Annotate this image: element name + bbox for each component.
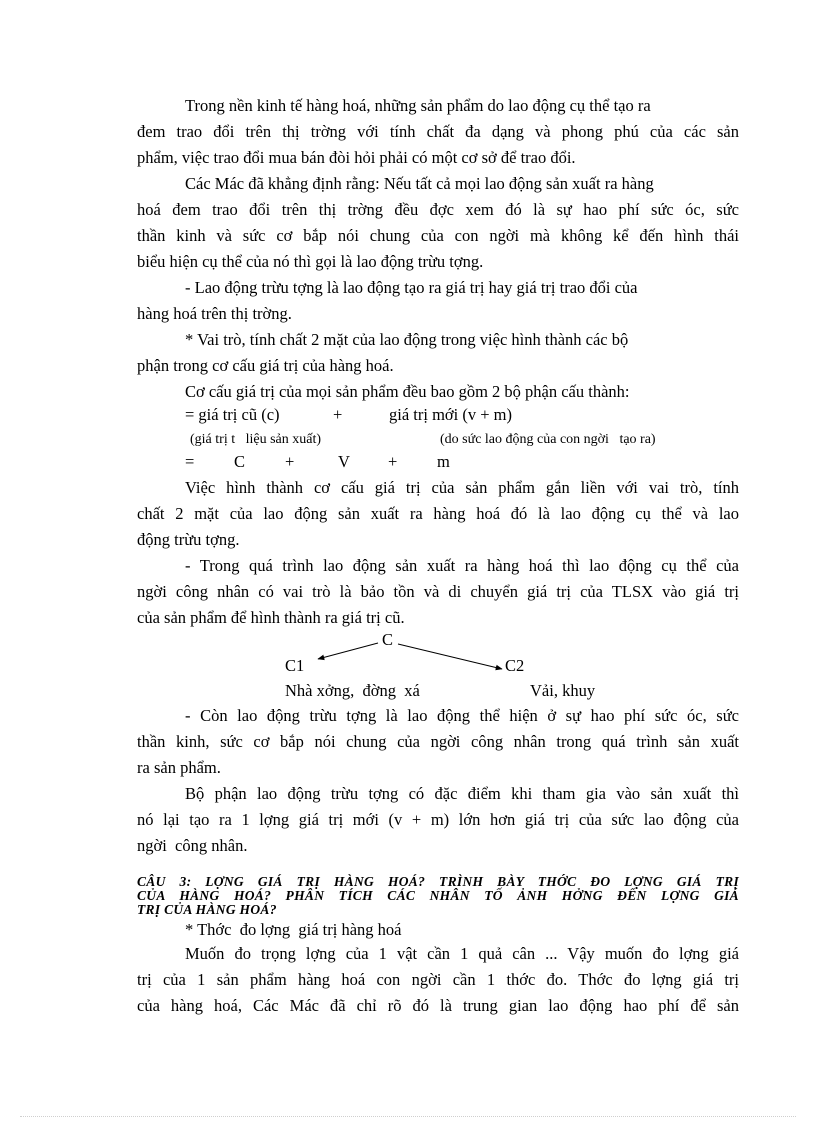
diagram-root-label: C (382, 630, 394, 649)
paragraph-line: ngời công nhân. (137, 836, 248, 855)
formula-term: giá trị mới (v + m) (389, 405, 512, 424)
paragraph-line: Bộ phận lao động trừu tợng có đặc điểm khi tham gia vào sản xuất thì (185, 784, 739, 803)
formula-term: V (338, 452, 350, 471)
paragraph-line: phẩm, việc trao đổi mua bán đòi hỏi phải có một cơ sở để trao đổi. (137, 148, 576, 167)
paragraph-line: của sản phẩm để hình thành ra giá trị cũ. (137, 608, 405, 627)
paragraph-line: phận trong cơ cấu giá trị của hàng hoá. (137, 356, 394, 375)
paragraph-line: - Còn lao động trừu tợng là lao động thể hiện ở sự hao phí sức óc, sức (185, 706, 739, 725)
diagram-left-caption: Nhà xởng, đờng xá (285, 681, 420, 700)
paragraph-line: thần kinh và sức cơ bắp nói chung của con ngời mà không kể đến hình thái (137, 226, 739, 245)
paragraph-line: Trong nền kinh tế hàng hoá, những sản phẩm do lao động cụ thể tạo ra (185, 96, 651, 115)
subheading: * Thớc đo lợng giá trị hàng hoá (185, 920, 402, 939)
arrow-to-c2 (398, 644, 502, 669)
paragraph-line: ngời công nhân có vai trò là bảo tồn và di chuyển giá trị của TLSX vào giá trị (137, 582, 739, 601)
formula-term: C (234, 452, 246, 471)
section-heading: TRỊ CỦA HÀNG HOÁ? (137, 902, 277, 917)
diagram-left-label: C1 (285, 656, 305, 675)
paragraph-line: nó lại tạo ra 1 lợng giá trị mới (v + m) lớn hơn giá trị của sức lao động của (137, 810, 739, 829)
paragraph-line: biểu hiện cụ thể của nó thì gọi là lao động trừu tợng. (137, 252, 484, 271)
paragraph-line: Các Mác đã khẳng định rằng: Nếu tất cả mọi lao động sản xuất ra hàng (185, 174, 654, 193)
paragraph-line: ra sản phẩm. (137, 758, 221, 777)
paragraph-line: trị của 1 sản phẩm hàng hoá con ngời cần 1 thớc đo. Thớc đo lợng giá trị (137, 970, 739, 989)
paragraph-line: chất 2 mặt của lao động sản xuất ra hàng hoá đó là lao động cụ thể và lao (137, 504, 739, 523)
section-heading: CỦA HÀNG HOÁ? PHÂN TÍCH CÁC NHÂN TỐ ẢNH HỞNG ĐẾN LỢNG GIÁ (137, 888, 739, 903)
paragraph-line: Cơ cấu giá trị của mọi sản phẩm đều bao gồm 2 bộ phận cấu thành: (185, 382, 630, 401)
paragraph-line: hoá đem trao đổi trên thị trờng đều đợc xem đó là sự hao phí sức óc, sức (137, 200, 739, 219)
formula-operator: + (388, 452, 398, 471)
formula-operator: + (333, 405, 343, 424)
paragraph-line: thần kinh, sức cơ bắp nói chung của ngời công nhân trong quá trình sản xuất (137, 732, 739, 751)
formula-operator: = (185, 452, 195, 471)
paragraph-line: Muốn đo trọng lợng của 1 vật cần 1 quả cân ... Vậy muốn đo lợng giá (185, 944, 739, 963)
formula-operator: + (285, 452, 295, 471)
section-heading: CÂU 3: LỢNG GIÁ TRỊ HÀNG HOÁ? TRÌNH BÀY THỚC ĐO LỢNG GIÁ TRỊ (137, 874, 739, 889)
paragraph-line: - Trong quá trình lao động sản xuất ra hàng hoá thì lao động cụ thể của (185, 556, 739, 575)
paragraph-line: đem trao đổi trên thị trờng với tính chất đa dạng và phong phú của các sản (137, 122, 739, 141)
paragraph-line: của hàng hoá, Các Mác đã chỉ rõ đó là trung gian lao động hao phí để sản (137, 996, 739, 1015)
arrow-to-c1 (318, 643, 378, 659)
paragraph-line: Việc hình thành cơ cấu giá trị của sản phẩm gắn liền với vai trò, tính (185, 478, 739, 497)
formula-term: m (437, 452, 450, 471)
formula-annotation: (giá trị t liệu sản xuất) (190, 432, 322, 447)
formula-term: = giá trị cũ (c) (185, 405, 280, 424)
diagram-right-caption: Vải, khuy (530, 681, 596, 700)
paragraph-line: hàng hoá trên thị trờng. (137, 304, 292, 323)
paragraph-line: động trừu tợng. (137, 530, 240, 549)
paragraph-line: - Lao động trừu tợng là lao động tạo ra giá trị hay giá trị trao đổi của (185, 278, 638, 297)
paragraph-line: * Vai trò, tính chất 2 mặt của lao động trong việc hình thành các bộ (185, 330, 629, 349)
formula-annotation: (do sức lao động của con ngời tạo ra) (440, 432, 656, 447)
footer-divider (20, 1116, 796, 1117)
diagram-right-label: C2 (505, 656, 525, 675)
